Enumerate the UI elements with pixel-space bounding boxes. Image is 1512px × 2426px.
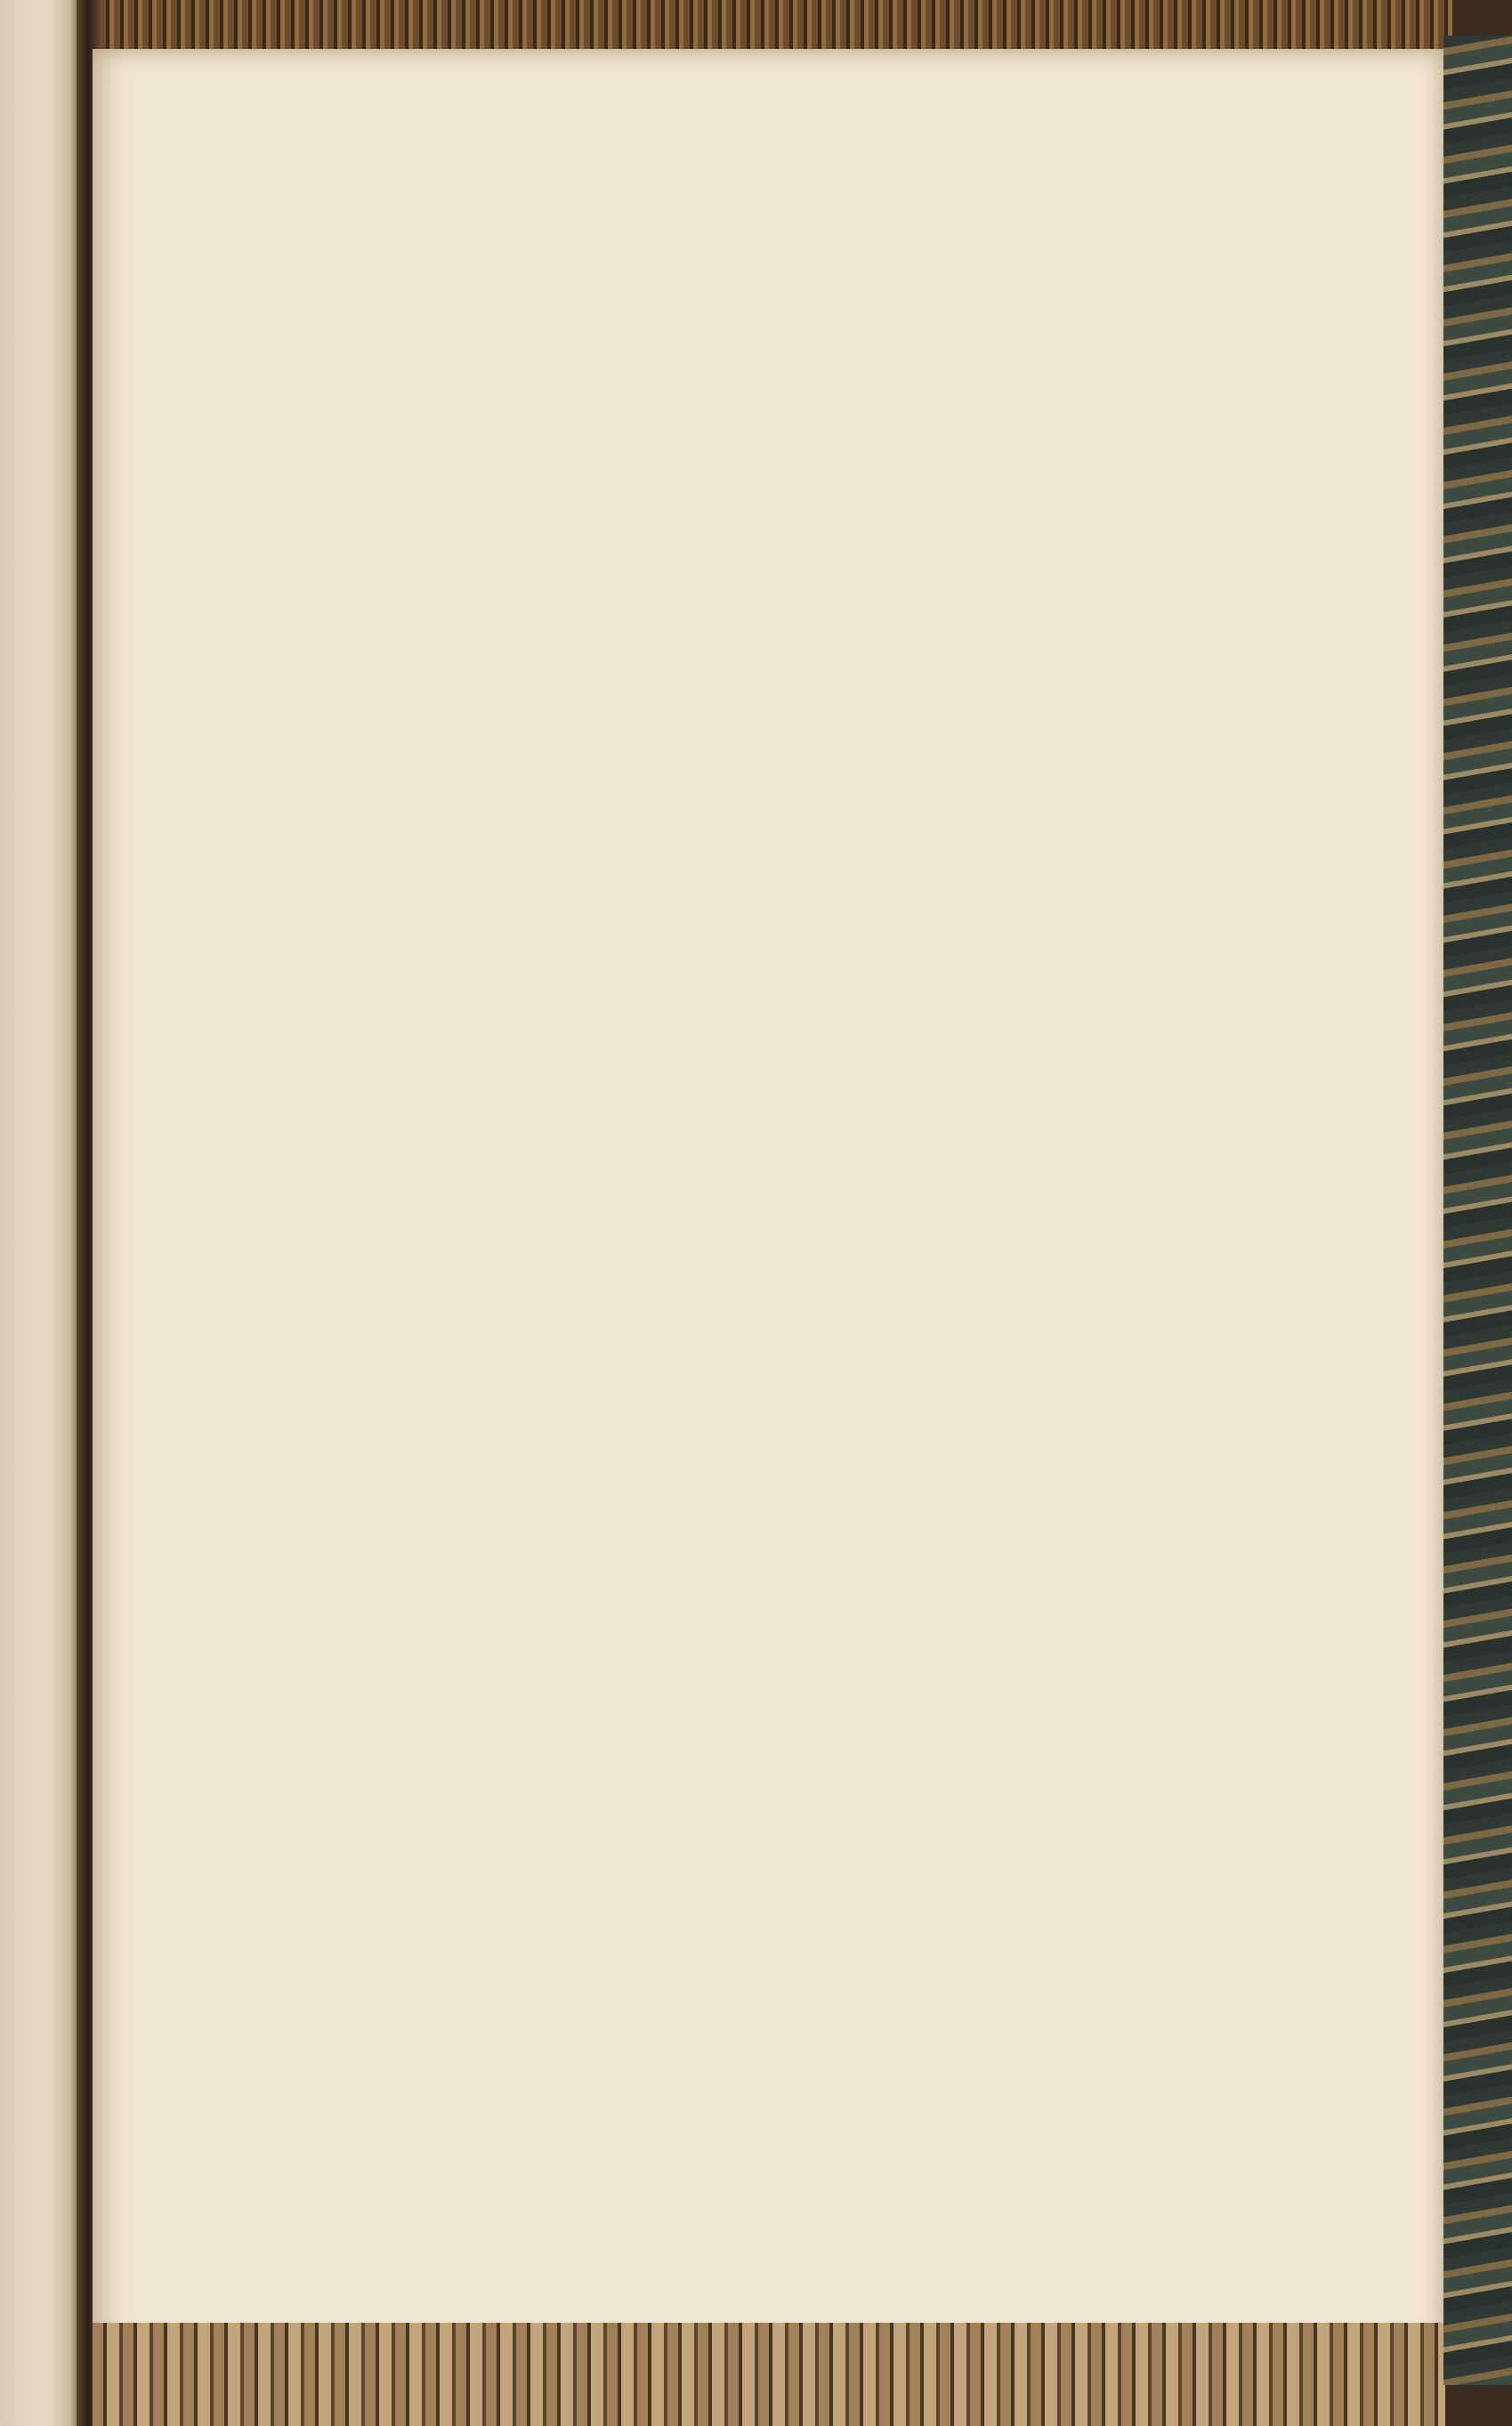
marbled-fore-edge <box>1443 36 1512 2385</box>
book-bottom-edge <box>93 2323 1445 2426</box>
facing-page-edge <box>0 0 82 2426</box>
page-sheet <box>93 49 1445 2345</box>
